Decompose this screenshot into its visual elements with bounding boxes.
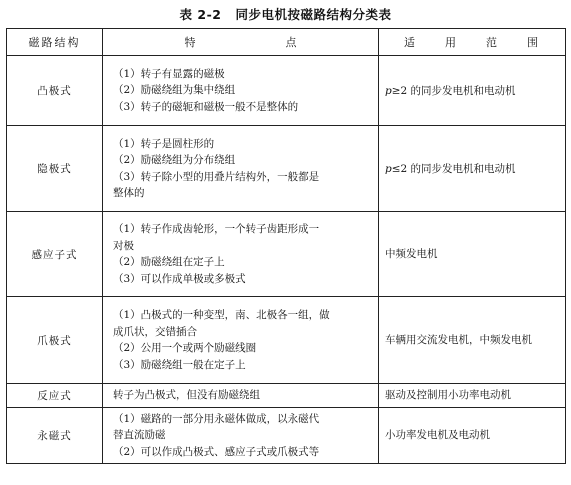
header-feature-char-1: 特: [184, 36, 196, 49]
range-variable: p: [385, 162, 392, 175]
feature-line: （3）转子除小型的用叠片结构外，一般都是: [113, 170, 320, 183]
feature-line: （1）转子有显露的磁极: [113, 67, 225, 80]
row-type: 爪极式: [7, 297, 103, 384]
row-type: 永磁式: [7, 407, 103, 464]
feature-line: （2）励磁绕组为分布绕组: [113, 154, 236, 166]
classification-table: [6, 28, 566, 464]
feature-line: （2）励磁绕组在定子上: [113, 256, 225, 268]
table-number: 表 2-2: [179, 7, 222, 22]
row-features: [103, 407, 379, 464]
row-type: 感应子式: [7, 212, 103, 297]
table-row: [7, 297, 566, 384]
feature-line: 整体的: [113, 187, 145, 199]
feature-line: （3）励磁绕组一般在定子上: [113, 358, 246, 371]
feature-line: 替直流励磁: [113, 429, 166, 441]
row-type: 凸极式: [7, 56, 103, 126]
row-features: [103, 56, 379, 126]
feature-line: （3）可以作成单极或多极式: [113, 272, 246, 285]
row-range: [379, 56, 566, 126]
feature-line: 转子为凸极式，但没有励磁绕组: [113, 389, 260, 401]
table-row: [7, 384, 566, 408]
feature-line: 成爪状，交错插合: [113, 325, 197, 338]
range-text: ≥2 的同步发电机和电动机: [391, 84, 516, 97]
header-range-char-4: 围: [527, 36, 540, 49]
table-title: 同步电机按磁路结构分类表: [235, 7, 392, 22]
feature-line: （1）转子作成齿轮形，一个转子齿距形成一: [113, 223, 320, 235]
row-range: 小功率发电机及电动机: [379, 407, 566, 464]
feature-line: （2）可以作成凸极式、感应子式或爪极式等: [113, 445, 320, 458]
table-row: [7, 212, 566, 297]
feature-line: （1）转子是圆柱形的: [113, 137, 215, 150]
table-caption: [0, 5, 571, 23]
row-type: 反应式: [7, 384, 103, 408]
header-feature: [103, 29, 379, 56]
feature-line: （1）凸极式的一种变型，南、北极各一组，做: [113, 309, 330, 321]
feature-line: （2）励磁绕组为集中绕组: [113, 84, 236, 97]
feature-line: （3）转子的磁轭和磁极一般不是整体的: [113, 100, 299, 113]
row-range: 中频发电机: [379, 212, 566, 297]
header-row: [7, 29, 566, 56]
table-row: [7, 56, 566, 126]
header-range-char-1: 适: [404, 36, 417, 49]
row-type: 隐极式: [7, 126, 103, 212]
range-text: ≤2 的同步发电机和电动机: [391, 162, 516, 175]
header-feature-char-2: 点: [285, 36, 297, 49]
header-type: 磁路结构: [7, 29, 103, 56]
header-range-char-2: 用: [445, 36, 458, 49]
row-features: [103, 384, 379, 408]
row-range: 驱动及控制用小功率电动机: [379, 384, 566, 408]
feature-line: （1）磁路的一部分用永磁体做成，以永磁代: [113, 412, 320, 425]
header-range: [379, 29, 566, 56]
table-row: [7, 407, 566, 464]
header-range-char-3: 范: [486, 36, 499, 49]
range-variable: p: [385, 84, 392, 97]
row-features: [103, 126, 379, 212]
table-row: [7, 126, 566, 212]
row-features: [103, 212, 379, 297]
feature-line: （2）公用一个或两个励磁线圈: [113, 342, 257, 354]
feature-line: 对极: [113, 239, 134, 252]
row-range: [379, 126, 566, 212]
row-features: [103, 297, 379, 384]
row-range: 车辆用交流发电机，中频发电机: [379, 297, 566, 384]
